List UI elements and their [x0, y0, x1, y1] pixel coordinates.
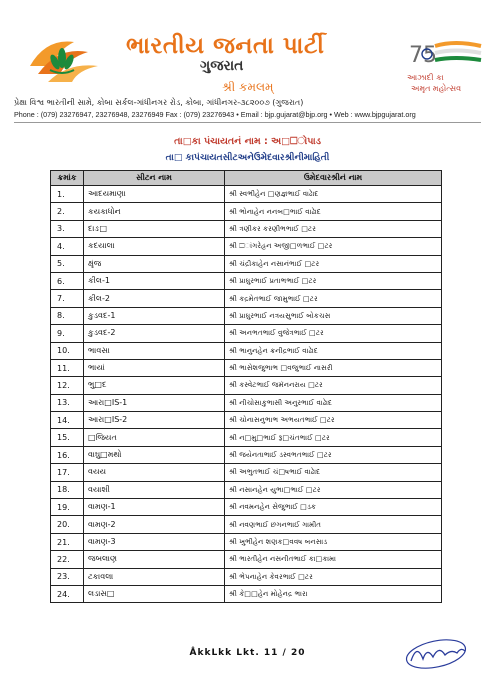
row-serial: 6. [51, 272, 84, 289]
list-subtitle: તા□ કાપંચાયતસીટઅનેઉમેદવારશ્રીનીમાહિતી [165, 153, 330, 163]
table-row [51, 533, 442, 550]
row-serial: 14. [51, 412, 84, 429]
table-row [51, 290, 442, 307]
seat-name: આરા□IS-1 [84, 394, 225, 411]
table-row [51, 446, 442, 463]
svg-text:આઝાદી કા: આઝાદી કા [407, 73, 444, 82]
row-serial: 8. [51, 307, 84, 324]
taluka-panchayat-title: તા□કા પંચાયતનં નામ : અ□□ોપાડ [174, 136, 321, 147]
amrit-number: 75 [409, 43, 437, 68]
candidate-name: શ્રી ભાનુનહેન ક્રનીદ્રભાઈ વાઢેાદ [225, 342, 442, 359]
signature [403, 637, 469, 671]
header-candidate: ઉમેદવારશ્રીનં નામ [225, 171, 442, 186]
seat-name: ભુ□દ [84, 377, 225, 394]
seat-name: □જિયત [84, 429, 225, 446]
row-serial: 4. [51, 238, 84, 255]
table-row [51, 238, 442, 255]
row-serial: 10. [51, 342, 84, 359]
candidate-name: શ્રી ભેપનાહેન કેવરભાઈ □ટર [225, 568, 442, 585]
candidate-name: શ્રી કે□□હેન મોહેનદ્ર ભારા [225, 585, 442, 602]
header-serial: ક્રમાંક [51, 171, 84, 186]
table-row [51, 568, 442, 585]
row-serial: 17. [51, 464, 84, 481]
table-row [51, 325, 442, 342]
candidate-name: શ્રી □ાંગરેહૃન અજી□ળભાઈ □ટર [225, 238, 442, 255]
table-row [51, 585, 442, 602]
party-name: ભારતીય જનતા પાર્ટી [126, 33, 325, 59]
seat-name: કદયાલા [84, 238, 225, 255]
table-row [51, 394, 442, 411]
candidate-name: શ્રી ભારતીહેન નસનીતભાઈ કા□કામા [225, 551, 442, 568]
table-body [51, 186, 442, 603]
seat-name: આરા□IS-2 [84, 412, 225, 429]
table-row [51, 359, 442, 376]
row-serial: 3. [51, 220, 84, 237]
row-serial: 13. [51, 394, 84, 411]
seat-name: વાઘુ□મથો [84, 446, 225, 463]
office-address: પ્રેક્ષા વિશ્વ ભારતીની સામે, કોબા સર્કલ-ગાંધીનગર રોડ, કોબા, ગાંધીનગર-૩૮૨૦૦૭ (ગુજરાત) [14, 98, 304, 107]
row-serial: 1. [51, 186, 84, 203]
candidate-name: શ્રી ચંદ્રીકાહેન નસાનંભાઈ □ટર [225, 255, 442, 272]
row-serial: 11. [51, 359, 84, 376]
candidate-name: શ્રી નસાનહેન યુભા□ભાઈ □ટર [225, 481, 442, 498]
row-serial: 15. [51, 429, 84, 446]
table-row [51, 203, 442, 220]
row-serial: 22. [51, 551, 84, 568]
candidate-name: શ્રી જયેનતાભાઈ ડસ્વભતભાઈ □ટર [225, 446, 442, 463]
candidate-name: શ્રી સ્વભીહેન □ણજ્ઞભાઈ વાઢેાદ [225, 186, 442, 203]
candidate-name: શ્રી નીચોસાકુભાસી અનુરભાઈ વાઢેાદ [225, 394, 442, 411]
seat-name: કીલ-2 [84, 290, 225, 307]
row-serial: 24. [51, 585, 84, 602]
table-row [51, 412, 442, 429]
candidate-name: શ્રી ભોનાહેન નનબ□ભાઈ વાઢેાદ [225, 203, 442, 220]
table-header-row [51, 171, 442, 186]
candidate-name: શ્રી પ્રાઘુરભાઈ નત્રયસુભાઈ બોકચસ [225, 307, 442, 324]
contact-line: Phone : (079) 23276947, 23276948, 23276949 Fax : (079) 23276943 • Email : bjp.gujarat@bjp.org • Web : www.bjpgujarat.org [14, 110, 416, 119]
candidate-table [50, 170, 442, 603]
seat-name: ભાયાં [84, 359, 225, 376]
candidate-name: શ્રી ન□મુ□ભાઈ રૂ□ચંતભાઈ □ટર [225, 429, 442, 446]
row-serial: 2. [51, 203, 84, 220]
candidate-name: શ્રી પ્રાઘુરભાઈ પ્રતાભભાઈ □ટર [225, 272, 442, 289]
table-row [51, 429, 442, 446]
table-row [51, 220, 442, 237]
row-serial: 12. [51, 377, 84, 394]
table-row [51, 499, 442, 516]
candidate-name: શ્રી ત્રણીકર કરણીભભાઈ □ટર [225, 220, 442, 237]
seat-name: ટકાવલા [84, 568, 225, 585]
candidate-name: શ્રી અભુતભાઈ ચં□ષભાઈ વાઢેાદ [225, 464, 442, 481]
seat-name: ક્ષૃંજ [84, 255, 225, 272]
seat-name: વામણ-1 [84, 499, 225, 516]
row-serial: 19. [51, 499, 84, 516]
header-divider [14, 122, 481, 123]
candidate-name: શ્રી નવમનહેન સેજુભાઈ □ડક [225, 499, 442, 516]
header-seat: સીટન નામ [84, 171, 225, 186]
row-serial: 7. [51, 290, 84, 307]
svg-text:અમૃત મહોત્સવ: અમૃત મહોત્સવ [411, 84, 462, 93]
seat-name: ભાવસા [84, 342, 225, 359]
candidate-name: શ્રી કદ્રમેતભાઈ જામુભાઈ □ટર [225, 290, 442, 307]
row-serial: 23. [51, 568, 84, 585]
seat-name: વામણ-3 [84, 533, 225, 550]
candidate-name: શ્રી નવણભાઈ છગનભાઈ ગામીત [225, 516, 442, 533]
row-serial: 21. [51, 533, 84, 550]
office-name: શ્રી કમલમ્ [222, 80, 274, 94]
candidate-name: શ્રી ખુભીહેન શણક□વવષ બનસાડ [225, 533, 442, 550]
table-row [51, 186, 442, 203]
candidate-name: શ્રી કસ્વેટભાઈ જમૅનનરાય □ટર [225, 377, 442, 394]
bjp-lotus-logo [28, 36, 100, 88]
table-row [51, 272, 442, 289]
table-row [51, 481, 442, 498]
page-number: ÅkkLkk Lkt. 11 / 20 [189, 648, 306, 658]
seat-name: વયય [84, 464, 225, 481]
row-serial: 16. [51, 446, 84, 463]
row-serial: 18. [51, 481, 84, 498]
seat-name: આદયમાણા [84, 186, 225, 203]
row-serial: 5. [51, 255, 84, 272]
table-row [51, 516, 442, 533]
table-row [51, 307, 442, 324]
seat-name: જબલાણ [84, 551, 225, 568]
seat-name: કુડવદ-1 [84, 307, 225, 324]
candidate-name: શ્રી ભાસેશજુભાભ □વજુભાઈ નાસરી [225, 359, 442, 376]
seat-name: કુડવદ-2 [84, 325, 225, 342]
seat-name: લડાસ□ [84, 585, 225, 602]
seat-name: વયાશી [84, 481, 225, 498]
table-row [51, 342, 442, 359]
table-row [51, 464, 442, 481]
seat-name: વામણ-2 [84, 516, 225, 533]
seat-name: દાઙ□ [84, 220, 225, 237]
seat-name: કીલ-1 [84, 272, 225, 289]
state-name: ગુજરાત [200, 58, 244, 74]
row-serial: 20. [51, 516, 84, 533]
candidate-name: શ્રી અનભતભાઈ વુજેત્રભાઈ □ટર [225, 325, 442, 342]
table-row [51, 377, 442, 394]
table-row [51, 255, 442, 272]
table-row [51, 551, 442, 568]
candidate-name: શ્રી ચોનાસનુભાભ અભયતભાઈ □ટર [225, 412, 442, 429]
row-serial: 9. [51, 325, 84, 342]
azadi-ka-amrit-mahotsav-logo [405, 36, 485, 94]
seat-name: કયકાધોન [84, 203, 225, 220]
